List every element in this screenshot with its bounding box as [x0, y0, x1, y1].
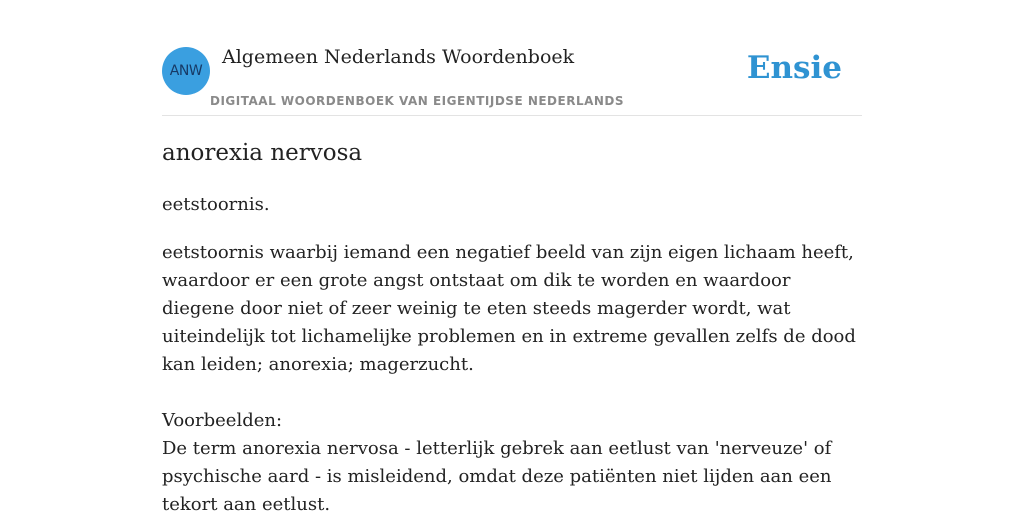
site-subtitle: DIGITAAL WOORDENBOEK VAN EIGENTIJDSE NEDERLANDS [210, 94, 625, 108]
definition-text: eetstoornis waarbij iemand een negatief beeld van zijn eigen lichaam heeft, waardoor er een grote angst ontstaat om dik te worden en waardoor diegene door niet of zeer weinig te eten steeds magerder wordt, wat uiteindelijk tot lichamelijke problemen en in extreme gevallen zelfs de dood kan leiden; anorexia; magerzucht. [162, 242, 856, 375]
examples-label: Voorbeelden: [162, 410, 283, 431]
entry-title: anorexia nervosa [162, 140, 363, 166]
site-title[interactable]: Algemeen Nederlands Woordenboek [222, 46, 575, 68]
logo-text: ANW [169, 63, 203, 79]
ensie-brand-link[interactable]: Ensie [746, 50, 842, 86]
page-container [162, 0, 862, 515]
example-text: De term anorexia nervosa - letterlijk gebrek aan eetlust van 'nerveuze' of psychische aard - is misleidend, omdat deze patiënten niet lijden aan een tekort aan eetlust. [162, 438, 832, 515]
site-header [162, 0, 862, 116]
definition-body [162, 239, 862, 519]
paragraph-spacer [162, 379, 862, 407]
short-definition: eetstoornis. [162, 194, 270, 215]
anw-logo[interactable] [162, 47, 210, 95]
